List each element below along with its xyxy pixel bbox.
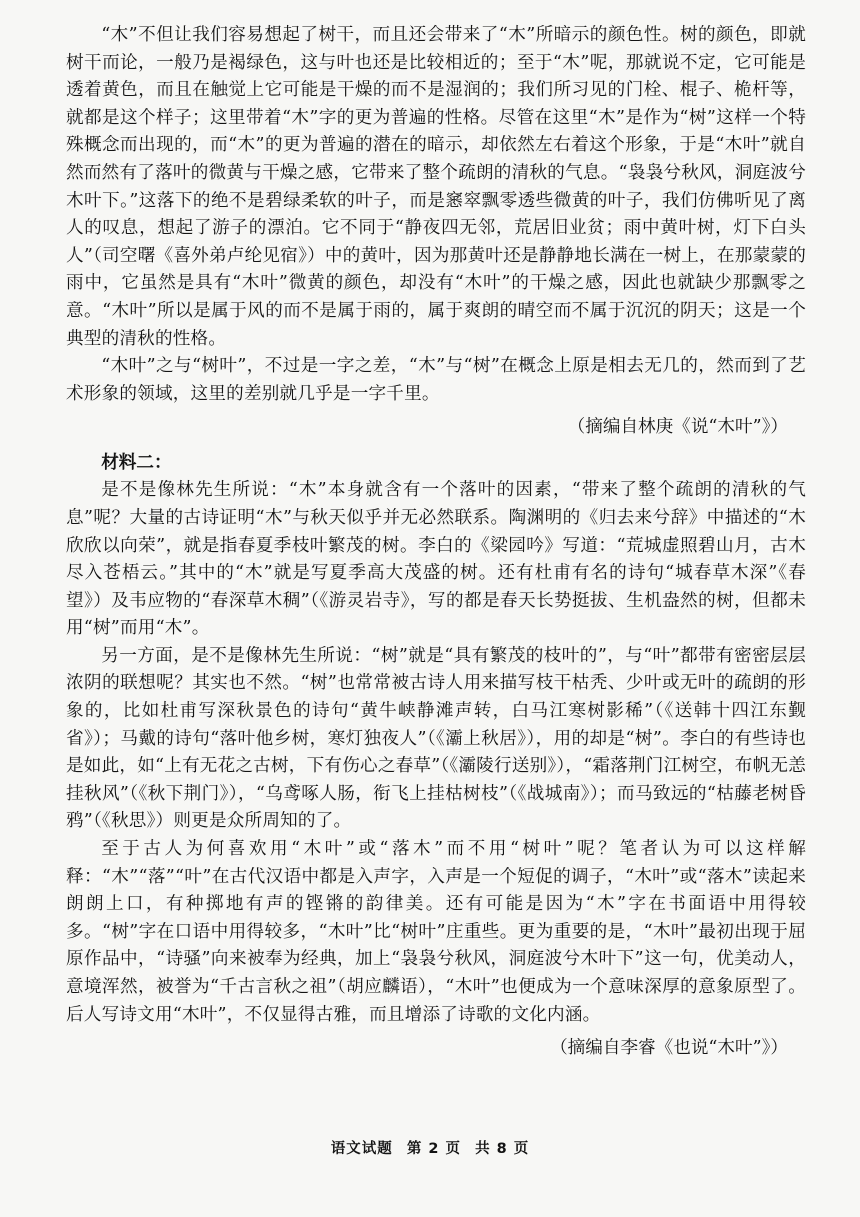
footer-subject: 语文试题 [330, 1141, 393, 1157]
material2-paragraph-3: 至于古人为何喜欢用“木叶”或“落木”而不用“树叶”呢？笔者认为可以这样解释：“木”“落”“叶”在古代汉语中都是入声字，入声是一个短促的调子，“木叶”或“落木”读起来朗朗上口，有种掷地有声的铿锵的韵律美。还有可能是因为“木”字在书面语中用得较多。“树”字在口语中用得较多，“木叶”比“树叶”庄重些。更为重要的是，“木叶”最初出现于屈原作品中，“诗骚”向来被奉为经典，加上“袅袅兮秋风，洞庭波兮木叶下”这一句，优美动人，意境浑然，被誉为“千古言秋之祖”（胡应麟语），“木叶”也便成为一个意味深厚的意象原型了。后人写诗文用“木叶”，不仅显得古雅，而且增添了诗歌的文化内涵。 [66, 839, 806, 1025]
footer-page-number: 第 2 页 [406, 1141, 461, 1157]
material2-paragraph-1: 是不是像林先生所说：“木”本身就含有一个落叶的因素，“带来了整个疏朗的清秋的气息”呢？大量的古诗证明“木”与秋天似乎并无必然联系。陶渊明的《归去来兮辞》中描述的“木欣欣以向荣”，就是指春夏季枝叶繁茂的树。李白的《梁园吟》写道：“荒城虚照碧山月，古木尽入苍梧云。”其中的“木”就是写夏季高大茂盛的树。还有杜甫有名的诗句“城春草木深”《春望》）及韦应物的“春深草木稠”（《游灵岩寺》，写的都是春天长势挺拔、生机盎然的树，但都未用“树”而用“木”。 [66, 480, 806, 639]
material2-heading: 材料二： [101, 452, 172, 474]
page-footer [0, 1137, 860, 1158]
material2-source: （摘编自李睿《也说“木叶”》） [550, 1038, 788, 1059]
material1-paragraph-2: “木叶”之与“树叶”，不过是一字之差，“木”与“树”在概念上原是相去无几的，然而到了艺术形象的领域，这里的差别就几乎是一字千里。 [66, 356, 806, 404]
material2-paragraph-2: 另一方面，是不是像林先生所说：“树”就是“具有繁茂的枝叶的”，与“叶”都带有密密层层浓阴的联想呢？其实也不然。“树”也常常被古诗人用来描写枝干枯秃、少叶或无叶的疏朗的形象的，比如杜甫写深秋景色的诗句“黄牛峡静滩声转，白马江寒树影稀”（《送韩十四江东觐省》）；马戴的诗句“落叶他乡树，寒灯独夜人”（《灞上秋居》），用的却是“树”。李白的有些诗也是如此，如“上有无花之古树，下有伤心之春草”（《灞陵行送别》），“霜落荆门江树空，布帆无恙挂秋风”（《秋下荆门》），“乌鸢啄人肠，衔飞上挂枯树枝”（《战城南》）；而马致远的“枯藤老树昏鸦”（《秋思》）则更是众所周知的了。 [66, 645, 806, 832]
exam-page [66, 22, 806, 1062]
material1-source: （摘编自林庚《说“木叶”》） [567, 417, 788, 438]
material1-paragraph-1: “木”不但让我们容易想起了树干，而且还会带来了“木”所暗示的颜色性。树的颜色，即就树干而论，一般乃是褐绿色，这与叶也还是比较相近的；至于“木”呢，那就说不定，它可能是透着黄色，而且在触觉上它可能是干燥的而不是湿润的；我们所习见的门栓、棍子、桅杆等，就都是这个样子；这里带着“木”字的更为普遍的性格。尽管在这里“木”是作为“树”这样一个特殊概念而出现的，而“木”的更为普遍的潜在的暗示，却依然左右着这个形象，于是“木叶”就自然而然有了落叶的微黄与干燥之感，它带来了整个疏朗的清秋的气息。“袅袅兮秋风，洞庭波兮木叶下。”这落下的绝不是碧绿柔软的叶子，而是窸窣飘零透些微黄的叶子，我们仿佛听见了离人的叹息，想起了游子的漂泊。它不同于“静夜四无邻，荒居旧业贫；雨中黄叶树，灯下白头人”（司空曙《喜外弟卢纶见宿》）中的黄叶，因为那黄叶还是静静地长满在一树上，在那蒙蒙的雨中，它虽然是具有“木叶”微黄的颜色，却没有“木叶”的干燥之感，因此也就缺少那飘零之意。“木叶”所以是属于风的而不是属于雨的，属于爽朗的晴空而不属于沉沉的阴天；这是一个典型的清秋的性格。 [66, 25, 806, 349]
footer-total-pages: 共 8 页 [475, 1141, 530, 1157]
